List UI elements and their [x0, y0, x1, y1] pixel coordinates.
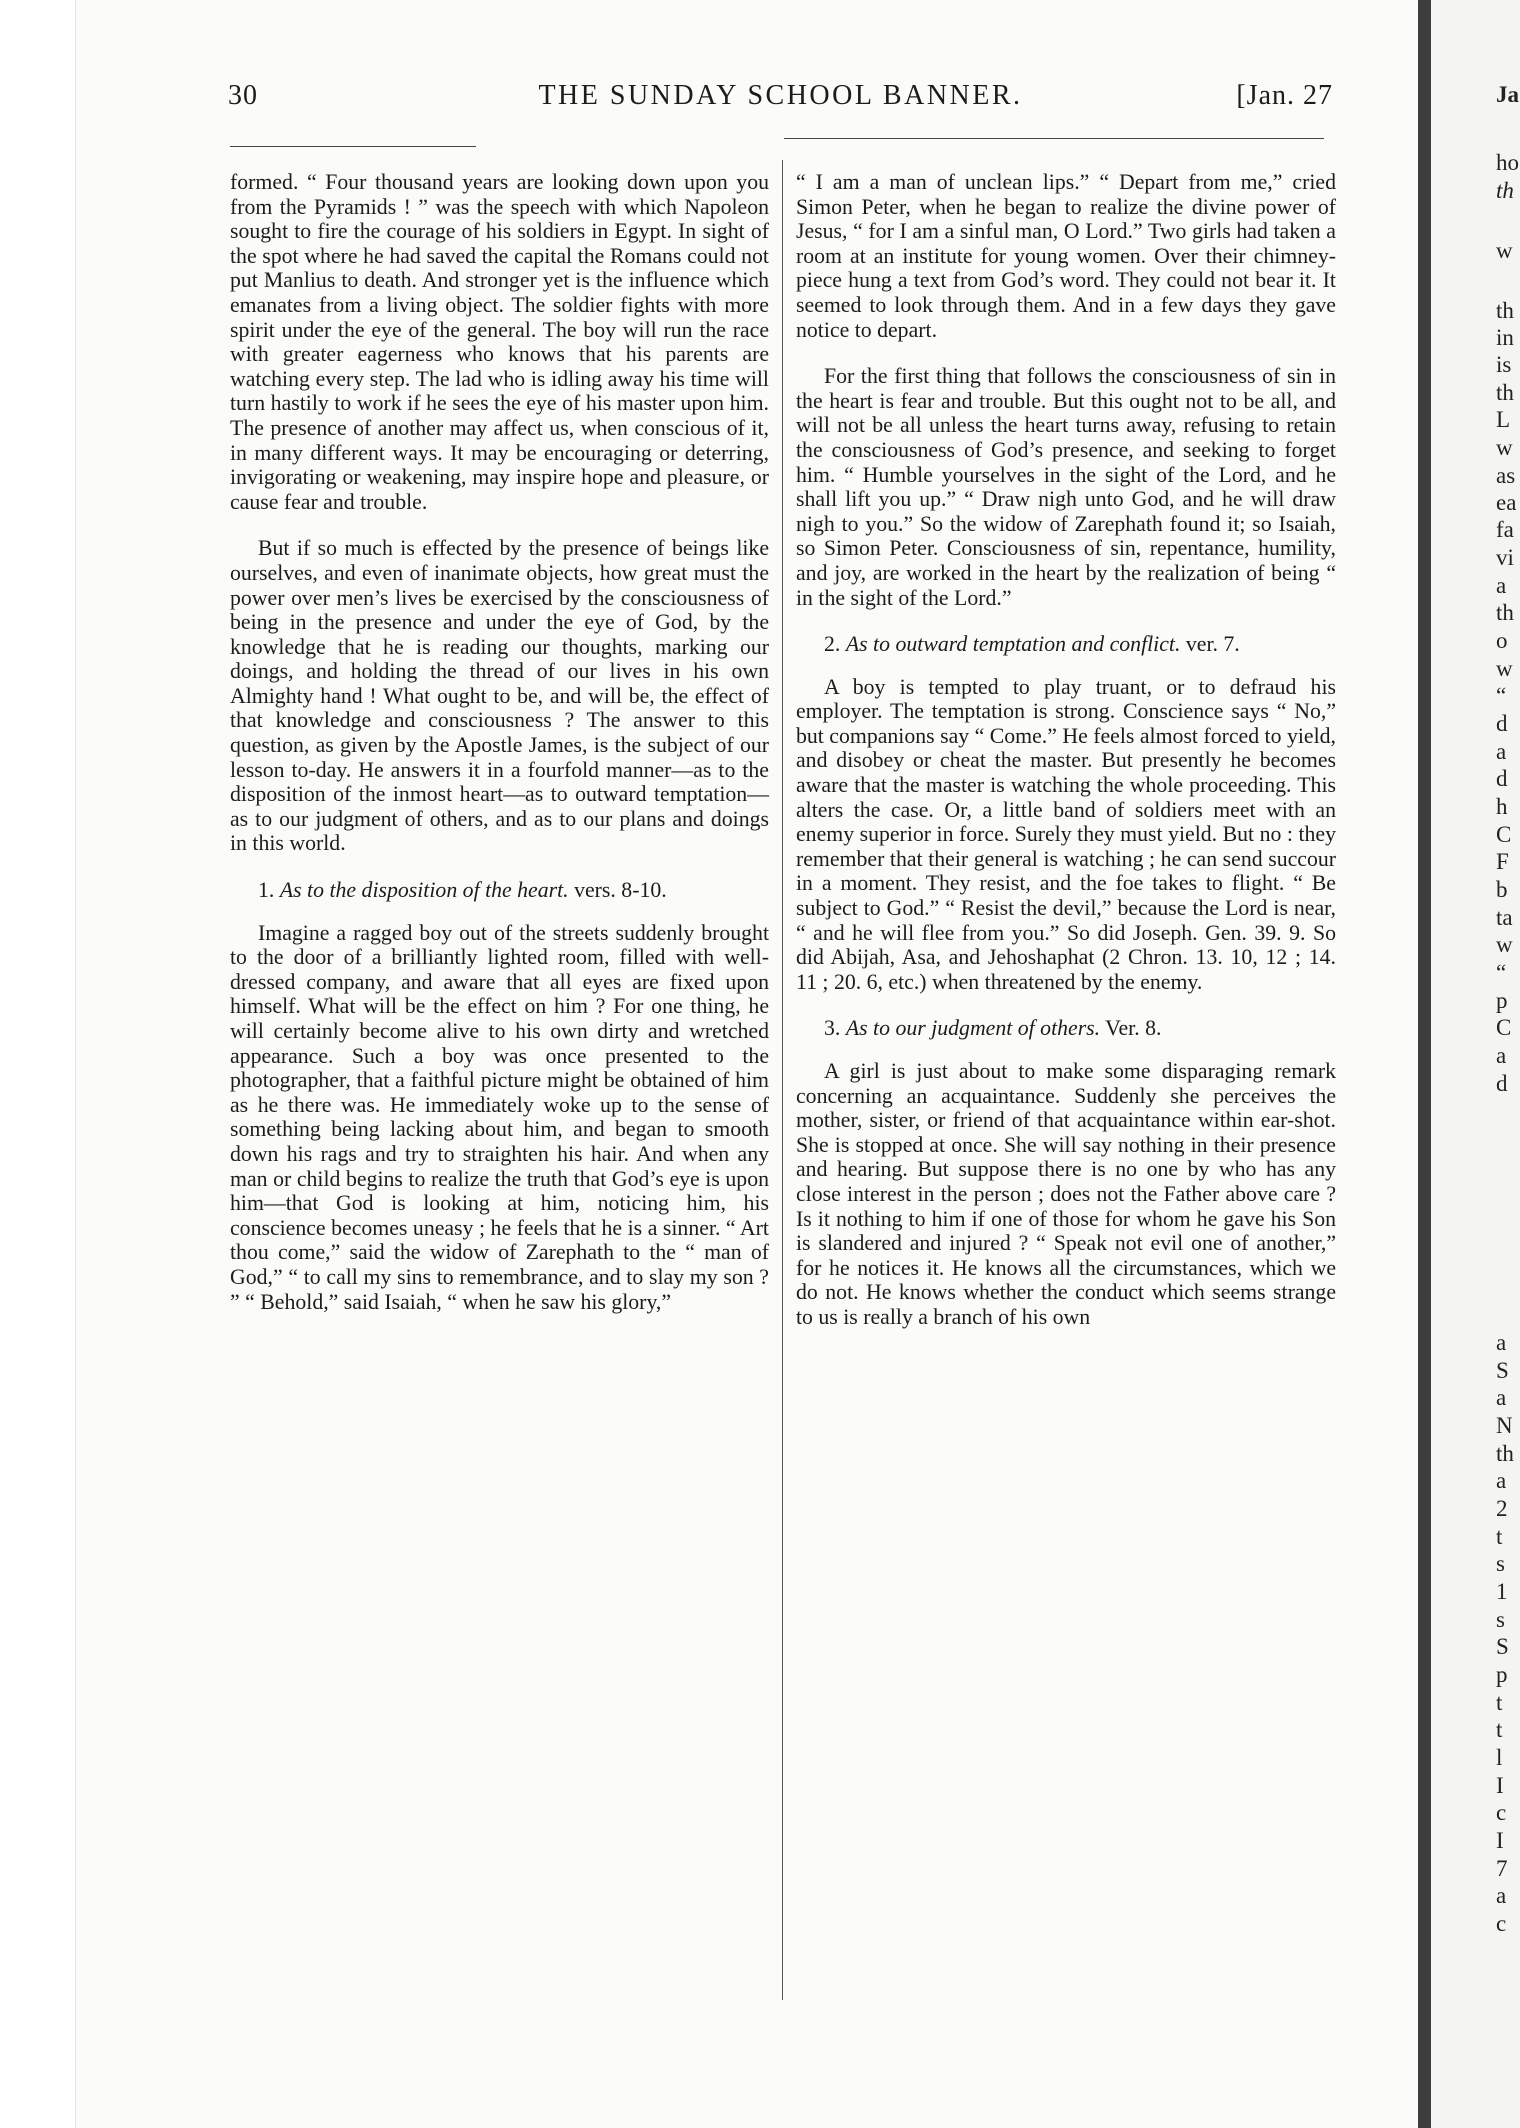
next-page-text-fragment: h	[1496, 794, 1508, 819]
paragraph: A girl is just about to make some disparaging remark concerning an acquaintance. Suddenly she perceives the mother, sister, or friend of that acquaintance within ear-shot. She is stopped at once. She will say nothing in their presence and hearing. But suppose there is no one by who has any close interest in the person ; does not the Father above care ? Is it nothing to him if one of those for whom he gave his Son is slandered and injured ? “ Speak not evil one of another,” for he notices it. He knows all the circumstances, which we do not. He knows whether the conduct which seems strange to us is really a branch of his own	[796, 1059, 1336, 1329]
next-page-text-fragment: 1	[1496, 1579, 1508, 1604]
left-column	[230, 170, 769, 1336]
next-page-text-fragment: a	[1496, 1043, 1507, 1068]
next-page-text-fragment: w	[1496, 238, 1513, 263]
verse-reference: ver. 7.	[1185, 632, 1240, 657]
next-page-text-fragment: a	[1496, 1330, 1507, 1355]
next-page-text-fragment: as	[1496, 463, 1516, 488]
next-page-text-fragment: p	[1496, 988, 1508, 1013]
next-page-text-fragment: d	[1496, 766, 1508, 791]
section-number: 1.	[258, 878, 275, 903]
next-page-text-fragment: ta	[1496, 905, 1513, 930]
header-rule-left	[230, 146, 476, 147]
next-page-text-fragment: a	[1496, 1883, 1507, 1908]
section-heading	[230, 878, 769, 903]
next-page-text-fragment: a	[1496, 1468, 1507, 1493]
next-page-text-fragment: a	[1496, 1385, 1507, 1410]
next-page-text-fragment: th	[1496, 178, 1514, 203]
next-page-text-fragment: L	[1496, 407, 1511, 432]
next-page-text-fragment: I	[1496, 1828, 1504, 1853]
next-page-text-fragment: th	[1496, 298, 1514, 323]
next-page-text-fragment: a	[1496, 739, 1507, 764]
next-page-text-fragment: vi	[1496, 545, 1514, 570]
section-heading	[796, 632, 1336, 657]
next-page-text-fragment: b	[1496, 877, 1508, 902]
next-page-text-fragment: N	[1496, 1413, 1513, 1438]
next-page-text-fragment: “	[1496, 683, 1507, 708]
next-page-text-fragment: d	[1496, 1071, 1508, 1096]
next-page-text-fragment: o	[1496, 628, 1508, 653]
running-header	[228, 80, 1333, 120]
next-page-text-fragment: fa	[1496, 517, 1514, 542]
next-page-text-fragment: t	[1496, 1524, 1503, 1549]
next-page-text-fragment: t	[1496, 1717, 1503, 1742]
next-page-text-fragment: “	[1496, 960, 1507, 985]
section-number: 2.	[824, 632, 841, 657]
section-number: 3.	[824, 1016, 841, 1041]
next-page-text-fragment: in	[1496, 325, 1514, 350]
right-column	[796, 170, 1336, 1352]
next-page-text-fragment: ea	[1496, 490, 1517, 515]
paragraph: formed. “ Four thousand years are looking down upon you from the Pyramids ! ” was the speech with which Napoleon sought to fire the courage of his soldiers in Egypt. In sight of the spot where he had saved the capital the Romans could not put Manlius to death. And stronger yet is the influence which emanates from a living object. The soldier fights with more spirit under the eye of the general. The boy will run the race with greater eagerness who knows that his parents are watching every step. The lad who is idling away his time will turn hastily to work if he sees the eye of his master upon him. The presence of another may affect us, when conscious of it, in many different ways. It may be encouraging or deterring, invigorating or weakening, may inspire hope and pleasure, or cause fear and trouble.	[230, 170, 769, 514]
page-number: 30	[228, 80, 258, 111]
issue-date: [Jan. 27	[1236, 80, 1333, 111]
next-page-text-fragment: t	[1496, 1690, 1503, 1715]
next-page-text-fragment: th	[1496, 600, 1514, 625]
book-gutter	[1418, 0, 1431, 2128]
next-page-text-fragment: th	[1496, 1441, 1514, 1466]
paragraph: But if so much is effected by the presence of beings like ourselves, and even of inanimate objects, how great must the power over men’s lives be exercised by the consciousness of being in the presence and under the eye of God, by the knowledge that he is reading our thoughts, marking our doings, and holding the thread of our lives in his own Almighty hand ! What ought to be, and will be, the effect of that knowledge and consciousness ? The answer to this question, as given by the Apostle James, is the subject of our lesson to-day. He answers it in a fourfold manner—as to the disposition of the inmost heart—as to outward temptation—as to our judgment of others, and as to our plans and doings in this world.	[230, 536, 769, 856]
paragraph: For the first thing that follows the consciousness of sin in the heart is fear and trouble. But this ought not to be all, and will not be all unless the heart turns away, refusing to retain the consciousness of God’s presence, and seeking to forget him. “ Humble yourselves in the sight of the Lord, and he shall lift you up.” “ Draw nigh unto God, and he will draw nigh to you.” So the widow of Zarephath found it; so Isaiah, so Simon Peter. Consciousness of sin, repentance, humility, and joy, are worked in the heart by the realization of being “ in the sight of the Lord.”	[796, 364, 1336, 610]
next-page-text-fragment: is	[1496, 352, 1512, 377]
section-heading	[796, 1016, 1336, 1041]
next-page-text-fragment: d	[1496, 711, 1508, 736]
next-page-text-fragment: Ja	[1496, 82, 1519, 107]
next-page-text-fragment: 2	[1496, 1496, 1508, 1521]
next-page-text-fragment: S	[1496, 1634, 1509, 1659]
header-rule-right	[784, 138, 1324, 139]
next-page-text-fragment: w	[1496, 656, 1513, 681]
next-page-text-fragment: p	[1496, 1662, 1508, 1687]
next-page-text-fragment: 7	[1496, 1856, 1508, 1881]
next-page-text-fragment: th	[1496, 380, 1514, 405]
section-title: As to the disposition of the heart.	[279, 878, 569, 903]
next-page-text-fragment: C	[1496, 1015, 1512, 1040]
next-page-text-fragment: c	[1496, 1800, 1507, 1825]
next-page-text-fragment: w	[1496, 932, 1513, 957]
next-page-text-fragment: w	[1496, 435, 1513, 460]
paragraph: Imagine a ragged boy out of the streets suddenly brought to the door of a brilliantly lighted room, filled with well-dressed company, and aware that all eyes are fixed upon himself. What will be the effect on him ? For one thing, he will certainly become alive to his own dirty and wretched appearance. Such a boy was once presented to the photographer, that a faithful picture might be obtained of him as he there was. He immediately woke up to the sense of something being lacking about him, and began to smooth down his rags and try to straighten his hair. And when any man or child begins to realize the truth that God’s eye is upon him—that God is looking at him, noticing him, his conscience becomes uneasy ; he feels that he is a sinner. “ Art thou come,” said the widow of Zarephath to the “ man of God,” “ to call my sins to remembrance, and to slay my son ? ” “ Behold,” said Isaiah, “ when he saw his glory,”	[230, 920, 769, 1314]
next-page-text-fragment: ho	[1496, 150, 1519, 175]
paragraph: “ I am a man of unclean lips.” “ Depart from me,” cried Simon Peter, when he began to realize the divine power of Jesus, “ for I am a sinful man, O Lord.” Two girls had taken a room at an institute for young women. Over their chimney-piece hung a text from God’s word. They could not bear it. It seemed to look through them. And in a few days they gave notice to depart.	[796, 170, 1336, 342]
next-page-edge	[1431, 0, 1520, 2128]
paragraph: A boy is tempted to play truant, or to defraud his employer. The temptation is strong. Conscience says “ No,” but companions say “ Come.” He feels almost forced to yield, and disobey or cheat the master. But presently he becomes aware that the master is watching the whole proceeding. This alters the case. Or, a little band of soldiers meet with an enemy superior in force. Surely they must yield. But no : they remember that their general is watching ; he can send succour in a moment. They resist, and the foe takes to flight. “ Be subject to God.” “ Resist the devil,” because the Lord is near, “ and he will flee from you.” So did Joseph. Gen. 39. 9. So did Abijah, Asa, and Jehoshaphat (2 Chron. 13. 10, 12 ; 14. 11 ; 20. 6, etc.) when threatened by the enemy.	[796, 674, 1336, 994]
next-page-text-fragment: F	[1496, 849, 1509, 874]
column-divider	[782, 160, 783, 2000]
next-page-text-fragment: a	[1496, 573, 1507, 598]
next-page-text-fragment: c	[1496, 1911, 1507, 1936]
journal-title: THE SUNDAY SCHOOL BANNER.	[538, 80, 1023, 111]
next-page-text-fragment: s	[1496, 1607, 1505, 1632]
next-page-text-fragment: C	[1496, 822, 1512, 847]
section-title: As to outward temptation and conflict.	[845, 632, 1181, 657]
next-page-text-fragment: I	[1496, 1773, 1504, 1798]
verse-reference: Ver. 8.	[1105, 1016, 1162, 1041]
verse-reference: vers. 8-10.	[574, 878, 667, 903]
section-title: As to our judgment of others.	[845, 1016, 1101, 1041]
next-page-text-fragment: l	[1496, 1745, 1503, 1770]
next-page-text-fragment: S	[1496, 1358, 1509, 1383]
next-page-text-fragment: s	[1496, 1551, 1505, 1576]
